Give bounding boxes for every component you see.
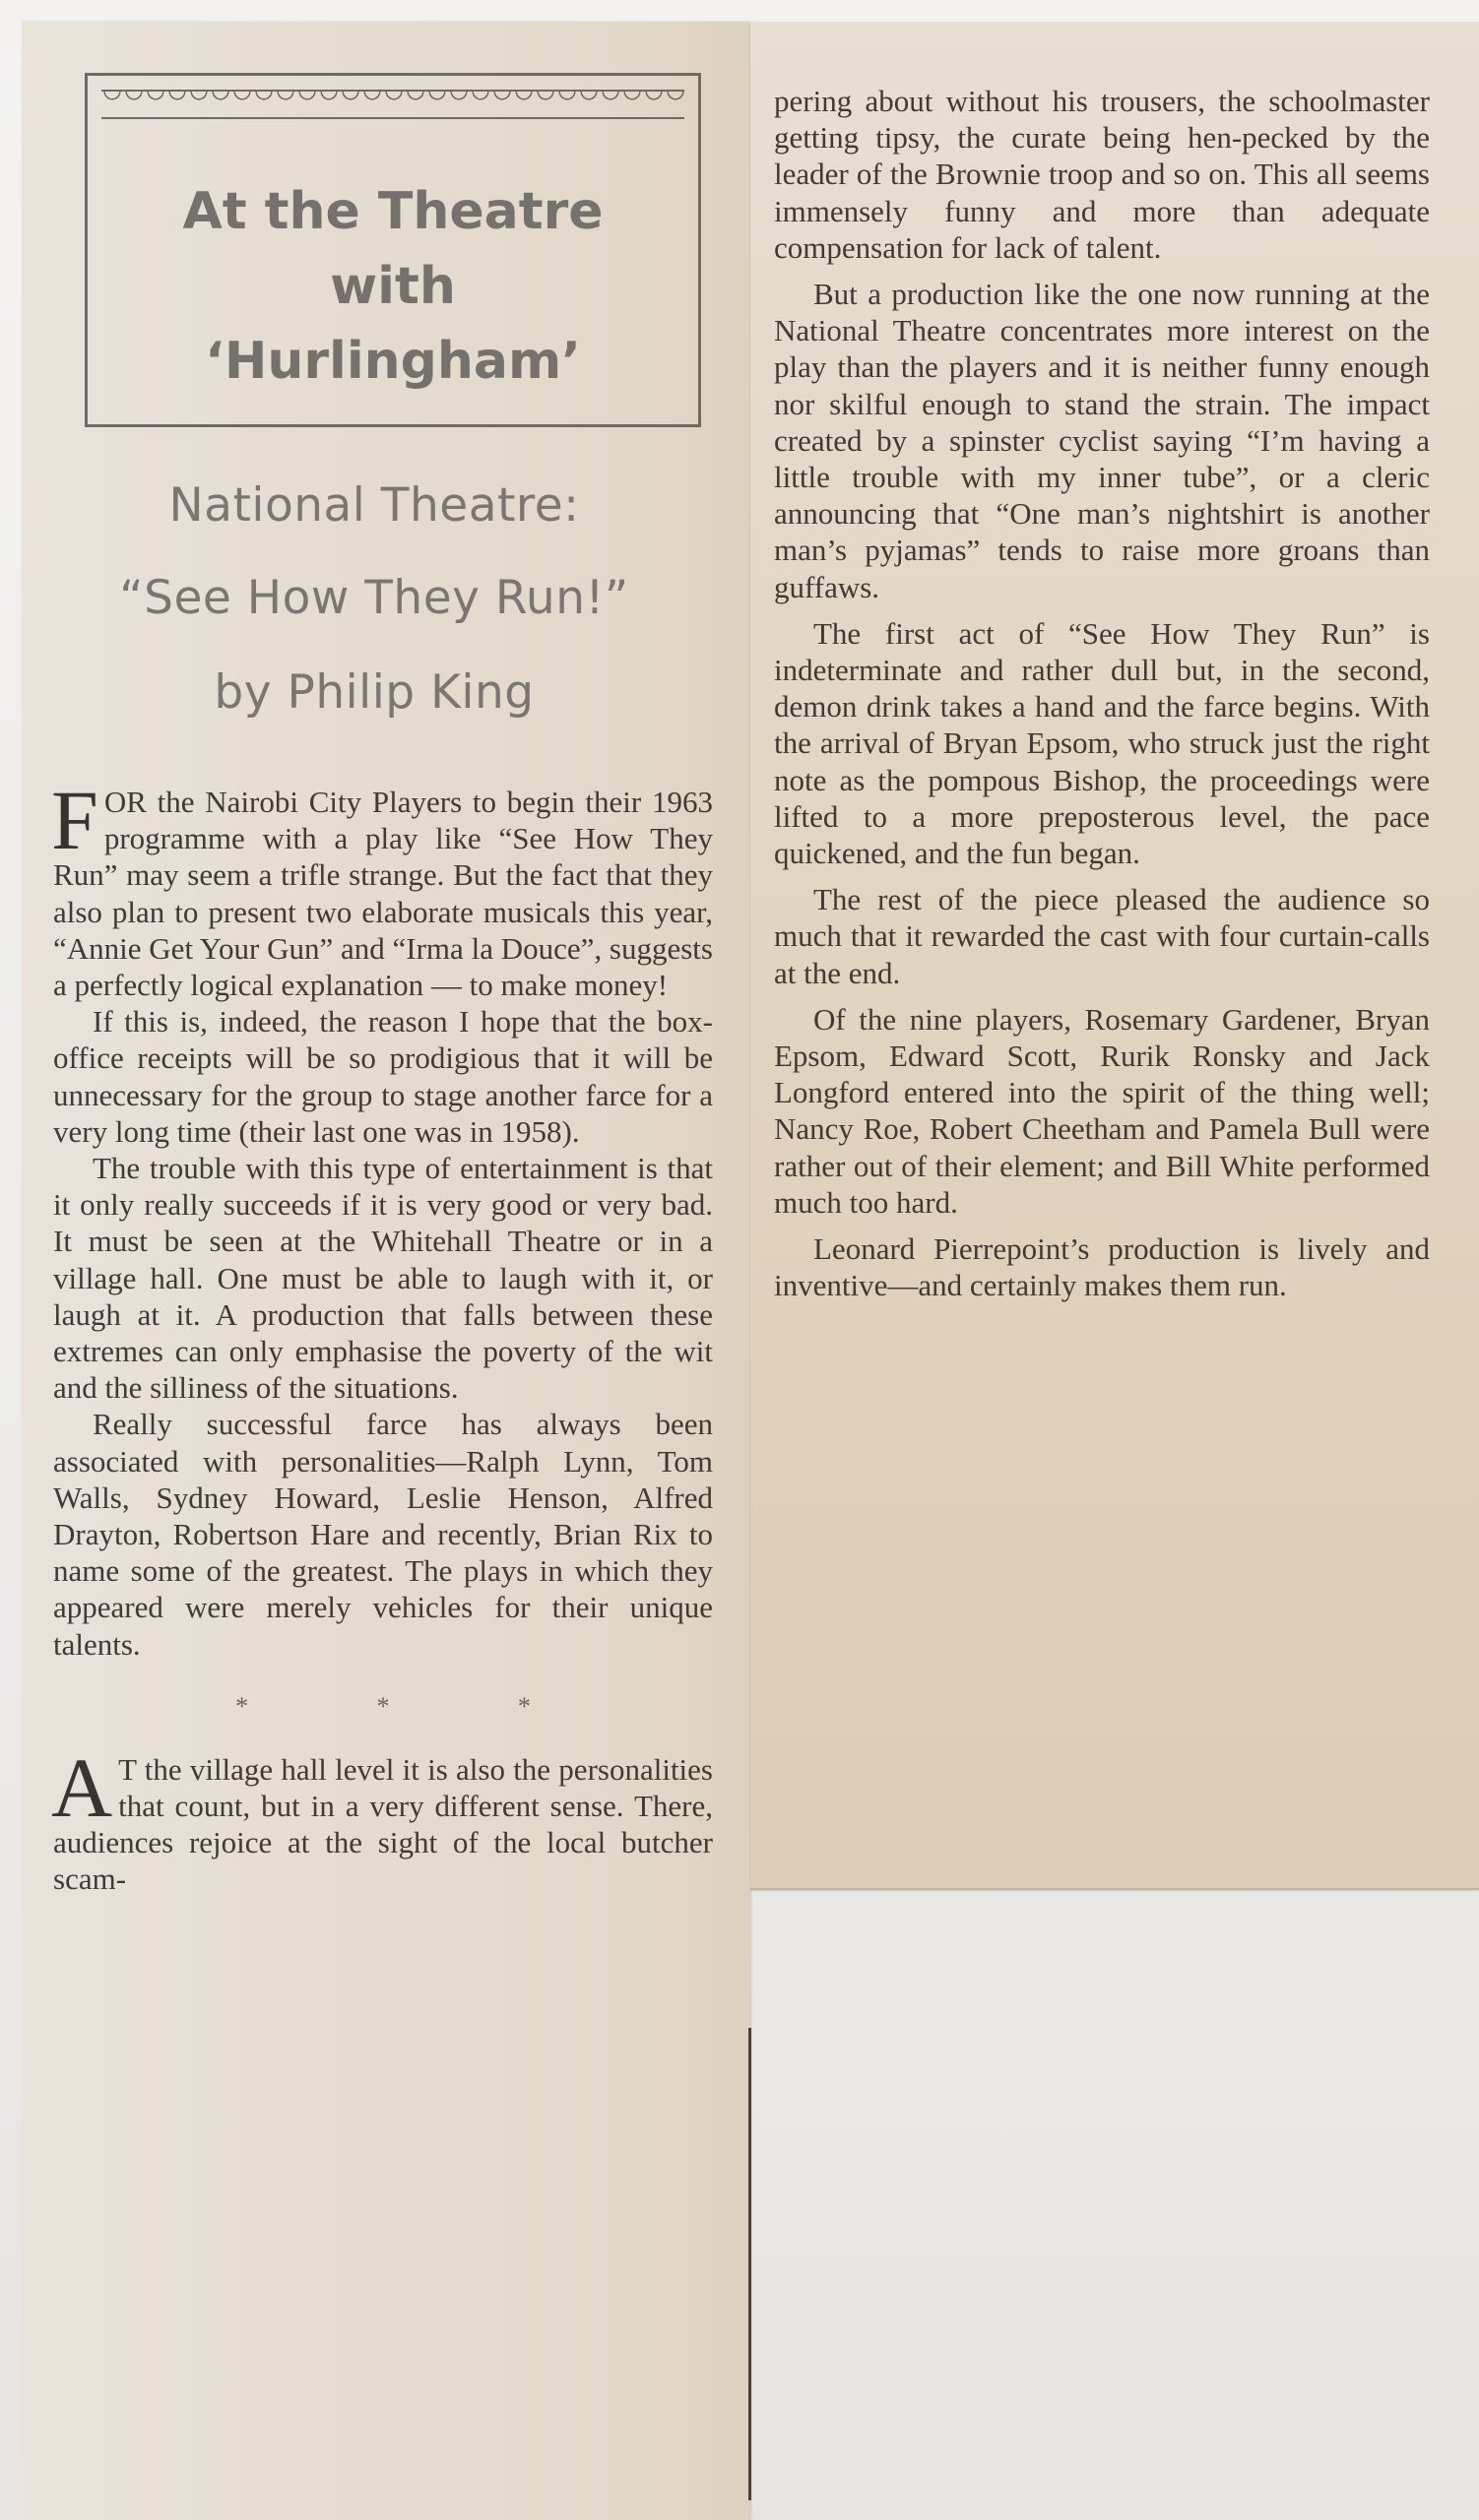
article-paragraph: The rest of the piece pleased the audience so much that it rewarded the cast with four curtain-calls at the end. [774, 882, 1430, 990]
headline-line-3: ‘Hurlingham’ [205, 332, 581, 391]
article-paragraph: Of the nine players, Rosemary Gardener, Bryan Epsom, Edward Scott, Rurik Ronsky and Jack Longford entered into the spirit of the thing well; Nancy Roe, Robert Cheetham and Pamela Bull were rather out of their element; and Bill White performed much too hard. [774, 1001, 1430, 1220]
subhead-play-title: “See How They Run!” [119, 571, 629, 625]
subhead-venue: National Theatre: [168, 478, 580, 533]
headline-box [85, 73, 701, 427]
article-paragraph: But a production like the one now running at the National Theatre concentrates more interest on the play than the players and it is neither funny enough nor skilful enough to stand the strain. The impact created by a spinster cyclist saying “I’m having a little trouble with my inner tube”, or a cleric announcing that “One man’s nightshirt is another man’s pyjamas” tends to raise more groans than guffaws. [774, 277, 1430, 604]
article-paragraph: pering about without his trousers, the schoolmaster getting tipsy, the curate being hen-pecked by the leader of the Brownie troop and so on. This all seems immensely funny and more than adequate compensation for lack of talent. [774, 84, 1430, 265]
clipping-edge-line [748, 2028, 751, 2500]
star-divider: * [517, 1692, 531, 1722]
drop-cap: F [51, 773, 98, 867]
article-paragraph: The trouble with this type of entertainment is that it only really succeeds if it is very good or very bad. It must be seen at the Whitehall Theatre or in a village hall. One must be able to laugh with it, or laugh at it. A production that falls between these extremes can only emphasise the poverty of the wit and the silliness of the situations. [53, 1151, 713, 1406]
left-article-column [51, 773, 713, 1898]
article-paragraph: Really successful farce has always been associated with personalities—Ralph Lynn, Tom Walls, Sydney Howard, Leslie Henson, Alfred Drayton, Robertson Hare and recently, Brian Rix to name some of the greatest. The plays in which they appeared were merely vehicles for their unique talents. [53, 1407, 713, 1662]
decorative-border-ornament [101, 90, 684, 119]
section-divider-stars [53, 1663, 713, 1751]
star-divider: * [235, 1692, 249, 1722]
subhead-author: by Philip King [214, 665, 535, 720]
article-paragraph: The first act of “See How They Run” is indeterminate and rather dull but, in the second, demon drink takes a hand and the farce begins. With the arrival of Bryan Epsom, who struck just the right note as the pompous Bishop, the proceedings were lifted to a more preposterous level, the pace quickened, and the fun began. [774, 615, 1430, 871]
right-article-column [774, 83, 1430, 1304]
article-paragraph [51, 773, 713, 1003]
article-paragraph [51, 1739, 713, 1898]
headline-line-2: with [330, 257, 456, 316]
headline [88, 174, 698, 399]
paragraph-text: OR the Nairobi City Players to begin their 1963 programme with a play like “See How They Run” may seem a trifle strange. But the fact that they also plan to present two elaborate musicals this year, “Annie Get Your Gun” and “Irma la Douce”, suggests a perfectly logical explanation — to make money! [53, 785, 713, 1003]
headline-line-1: At the Theatre [182, 182, 604, 241]
paragraph-text: T the village hall level it is also the personalities that count, but in a very different sense. There, audiences rejoice at the sight of the local butcher scam- [53, 1751, 713, 1897]
article-paragraph: Leonard Pierrepoint’s production is lively and inventive—and certainly makes them run. [774, 1231, 1430, 1303]
article-paragraph: If this is, indeed, the reason I hope that the box-office receipts will be so prodigious that it will be unnecessary for the group to stage another farce for a very long time (their last one was in 1958). [53, 1004, 713, 1149]
drop-cap: A [51, 1739, 113, 1835]
star-divider: * [376, 1692, 390, 1722]
